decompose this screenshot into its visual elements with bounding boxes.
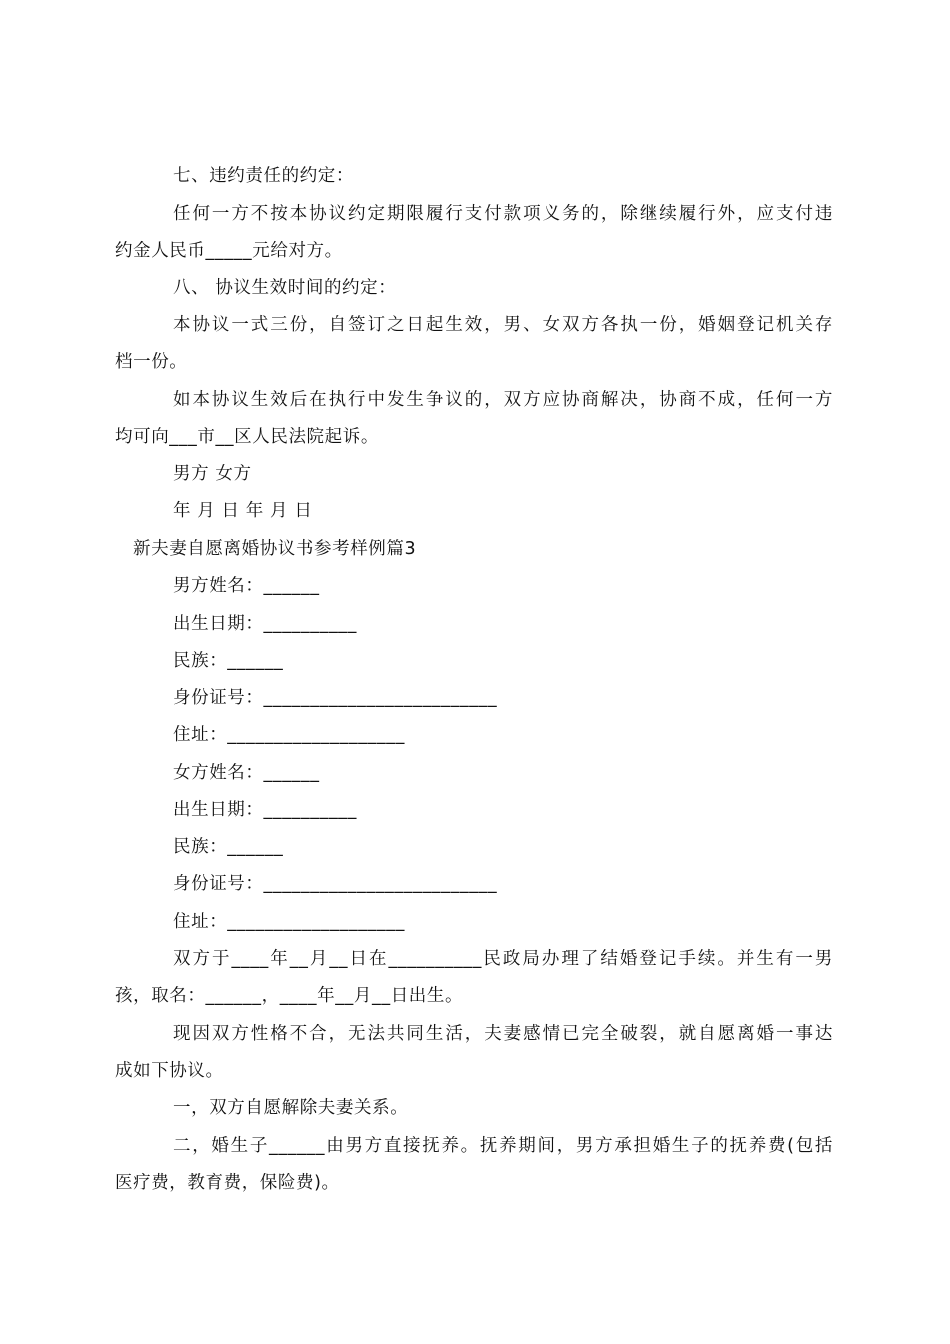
female-birth-field: 出生日期：__________ [173,800,357,820]
male-ethnicity-field: 民族：______ [173,651,284,671]
signature-parties: 男方 女方 [173,464,252,484]
section-7-heading: 七、违约责任的约定： [173,166,354,186]
paragraph-line: 双方于____年__月__日在__________民政局办理了结婚登记手续。并生有一男 [173,949,833,969]
paragraph-line: 档一份。 [115,352,188,372]
paragraph-line: 成如下协议。 [115,1061,224,1081]
paragraph-line: 二，婚生子______由男方直接抚养。抚养期间，男方承担婚生子的抚养费(包括 [173,1136,833,1156]
female-ethnicity-field: 民族：______ [173,837,284,857]
male-name-field: 男方姓名：______ [173,576,320,596]
paragraph-line: 孩，取名：______，____年__月__日出生。 [115,986,464,1006]
male-birth-field: 出生日期：__________ [173,614,357,634]
paragraph-line: 现因双方性格不合，无法共同生活，夫妻感情已完全破裂，就自愿离婚一事达 [173,1024,833,1044]
section-8-heading: 八、 协议生效时间的约定： [173,278,397,298]
paragraph-line: 约金人民币_____元给对方。 [115,241,343,261]
male-address-field: 住址：___________________ [173,725,405,745]
paragraph-line: 如本协议生效后在执行中发生争议的，双方应协商解决，协商不成，任何一方 [173,390,833,410]
female-address-field: 住址：___________________ [173,912,405,932]
sample-title: 新夫妻自愿离婚协议书参考样例篇3 [133,539,417,559]
paragraph-line: 本协议一式三份，自签订之日起生效，男、女双方各执一份，婚姻登记机关存 [173,315,833,335]
female-id-field: 身份证号：_________________________ [173,874,498,894]
paragraph-line: 医疗费，教育费，保险费)。 [115,1173,340,1193]
paragraph-line: 均可向___市__区人民法院起诉。 [115,427,379,447]
clause-1: 一，双方自愿解除夫妻关系。 [173,1098,409,1118]
female-name-field: 女方姓名：______ [173,763,320,783]
paragraph-line: 任何一方不按本协议约定期限履行支付款项义务的，除继续履行外，应支付违 [173,204,833,224]
male-id-field: 身份证号：_________________________ [173,688,498,708]
signature-dates: 年 月 日 年 月 日 [173,501,313,521]
